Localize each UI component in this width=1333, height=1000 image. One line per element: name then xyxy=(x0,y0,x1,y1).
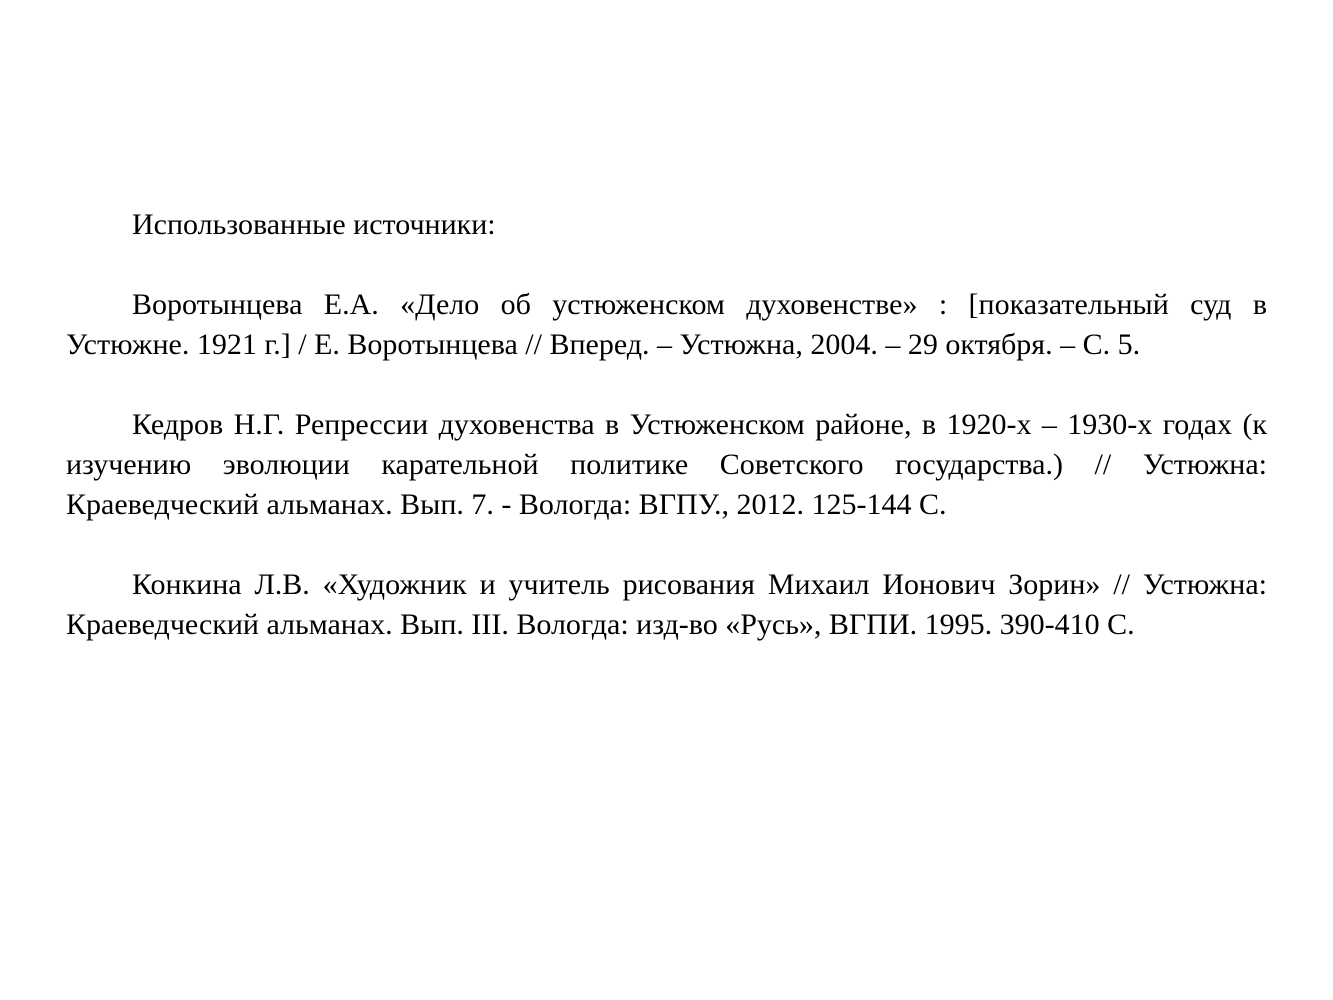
source-entry-2-line-3: Устюжна: Краеведческий альманах. Вып. 7. - Вологда: ВГПУ., 2012. 125-144 С. xyxy=(66,448,1268,521)
source-entry-3-line-2: Устюжна: Краеведческий альманах. Вып. III. Вологда: изд-во «Русь», ВГПИ. 1995. xyxy=(66,568,1267,641)
source-entry-1-line-1: Воротынцева Е.А. «Дело об устюженском духовенстве» : [показательный суд в xyxy=(132,288,1267,321)
source-entry-2 xyxy=(66,405,1267,525)
source-entry-2-line-1: Кедров Н.Г. Репрессии духовенства в Устюженском районе, в 1920-х – 1930-х xyxy=(132,408,1153,441)
source-entry-2-line-2: годах (к изучению эволюции карательной политике Советского государства.) // xyxy=(66,408,1268,481)
source-entry-1 xyxy=(66,285,1267,365)
source-entry-3-line-3: 390-410 С. xyxy=(999,608,1135,641)
sources-heading: Использованные источники: xyxy=(132,208,496,241)
source-entry-3 xyxy=(66,565,1267,645)
source-entry-3-line-1: Конкина Л.В. «Художник и учитель рисования Михаил Ионович Зорин» // xyxy=(132,568,1130,601)
source-entry-1-line-2: Устюжне. 1921 г.] / Е. Воротынцева // Вперед. – Устюжна, 2004. – 29 октября. – С. 5. xyxy=(66,328,1141,361)
sources-section xyxy=(66,205,1267,645)
